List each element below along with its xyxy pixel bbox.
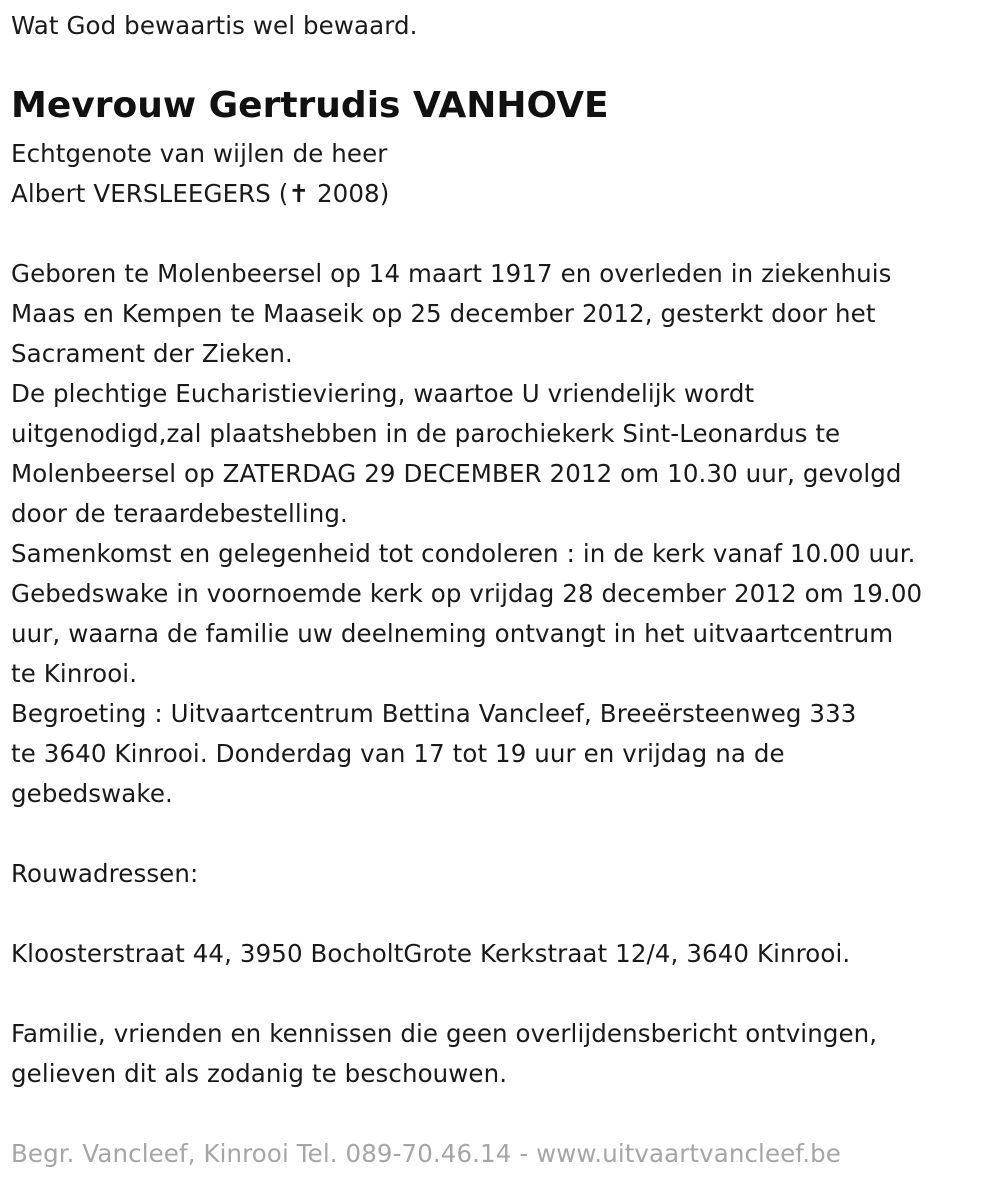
body-line: Maas en Kempen te Maaseik op 25 december 2012, gesterkt door het [11,299,876,328]
funeral-home-footer: Begr. Vancleef, Kinrooi Tel. 089-70.46.14 - www.uitvaartvancleef.be [11,1139,841,1168]
spouse-block [11,134,389,214]
body-line: uitgenodigd,zal plaatshebben in de parochiekerk Sint-Leonardus te [11,419,841,448]
family-line: Familie, vrienden en kennissen die geen overlijdensbericht ontvingen, [11,1019,878,1048]
body-line: Gebedswake in voornoemde kerk op vrijdag 28 december 2012 om 19.00 [11,579,923,608]
body-line: Samenkomst en gelegenheid tot condoleren : in de kerk vanaf 10.00 uur. [11,539,916,568]
body-line: door de teraardebestelling. [11,499,348,528]
body-line: te Kinrooi. [11,659,138,688]
body-line: De plechtige Eucharistieviering, waartoe U vriendelijk wordt [11,379,755,408]
mourning-addresses: Kloosterstraat 44, 3950 BocholtGrote Kerkstraat 12/4, 3640 Kinrooi. [11,939,851,968]
family-line: gelieven dit als zodanig te beschouwen. [11,1059,508,1088]
body-line: te 3640 Kinrooi. Donderdag van 17 tot 19 uur en vrijdag na de [11,739,785,768]
body-line: Geboren te Molenbeersel op 14 maart 1917 en overleden in ziekenhuis [11,259,892,288]
opening-quote: Wat God bewaartis wel bewaard. [11,11,418,40]
spouse-line: Albert VERSLEEGERS (✝ 2008) [11,179,390,208]
body-line: Molenbeersel op ZATERDAG 29 DECEMBER 2012 om 10.30 uur, gevolgd [11,459,902,488]
rouwadressen-label: Rouwadressen: [11,859,199,888]
body-line: gebedswake. [11,779,173,808]
body-line: Sacrament der Zieken. [11,339,293,368]
body-text [11,254,922,814]
body-line: uur, waarna de familie uw deelneming ontvangt in het uitvaartcentrum [11,619,894,648]
family-notice [11,1014,877,1094]
body-line: Begroeting : Uitvaartcentrum Bettina Vancleef, Breeërsteenweg 333 [11,699,857,728]
spouse-line: Echtgenote van wijlen de heer [11,139,388,168]
deceased-name: Mevrouw Gertrudis VANHOVE [11,85,609,126]
